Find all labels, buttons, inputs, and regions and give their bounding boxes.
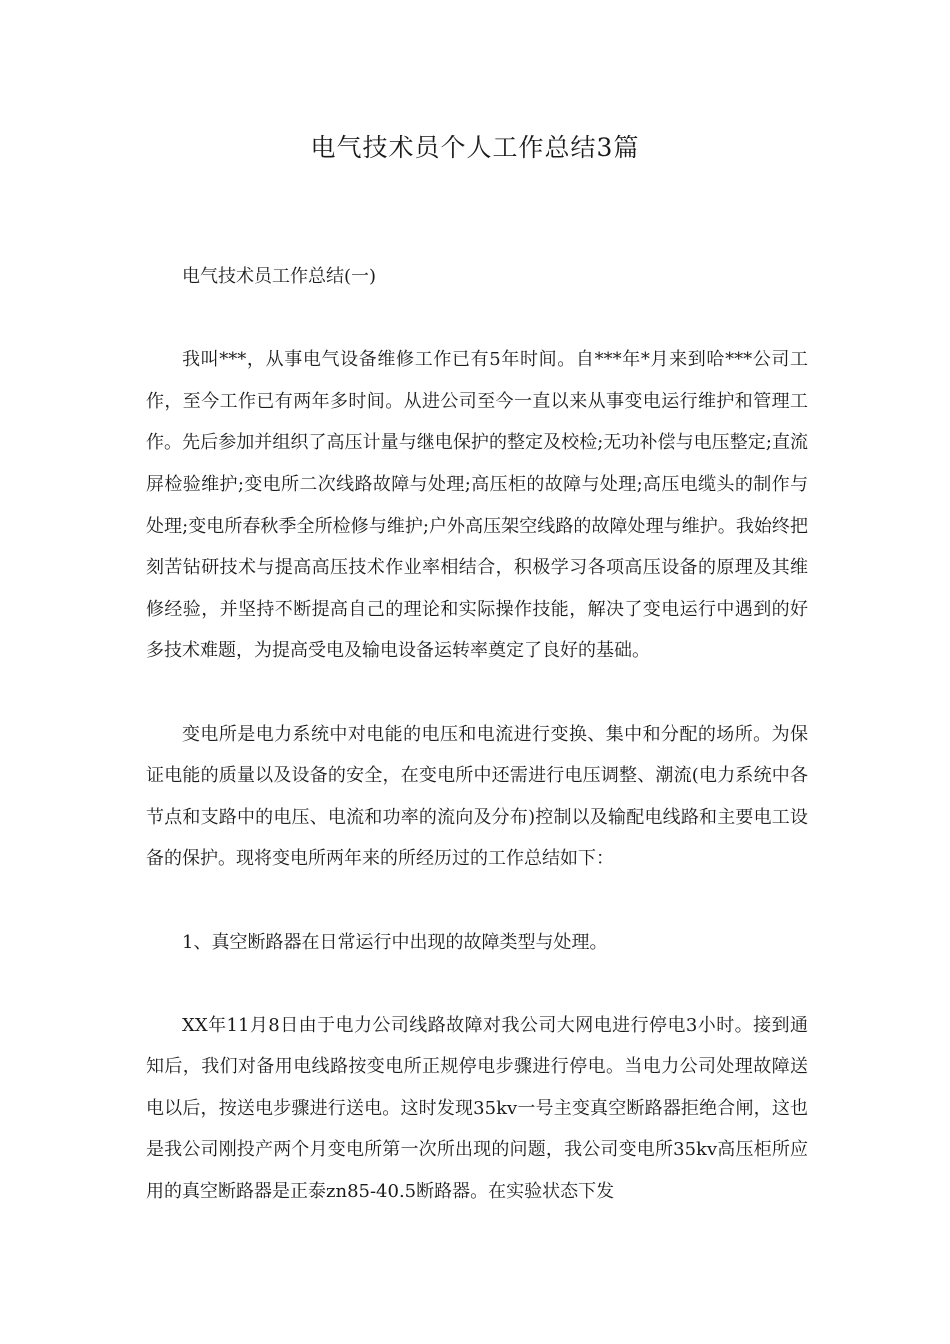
body-paragraph: XX年11月8日由于电力公司线路故障对我公司大网电进行停电3小时。接到通知后，我们对备用电线路按变电所正规停电步骤进行停电。当电力公司处理故障送电以后，按送电步骤进行送电。这时发现35kv一号主变真空断路器拒绝合闸，这也是我公司刚投产两个月变电所第一次所出现的问题，我公司变电所35kv高压柜所应用的真空断路器是正泰zn85-40.5断路器。在实验状态下发 <box>146 1014 808 1203</box>
body-paragraph: 我叫***，从事电气设备维修工作已有5年时间。自***年*月来到哈***公司工作，至今工作已有两年多时间。从进公司至今一直以来从事变电运行维护和管理工作。先后参加并组织了高压计量与继电保护的整定及校检;无功补偿与电压整定;直流屏检验维护;变电所二次线路故障与处理;高压柜的故障与处理;高压电缆头的制作与处理;变电所春秋季全所检修与维护;户外高压架空线路的故障处理与维护。我始终把刻苦钻研技术与提高高压技术作业率相结合，积极学习各项高压设备的原理及其维修经验，并坚持不断提高自己的理论和实际操作技能，解决了变电运行中遇到的好多技术难题，为提高受电及输电设备运转率奠定了良好的基础。 <box>146 349 809 662</box>
document-title: 电气技术员个人工作总结3篇 <box>310 133 640 162</box>
section-heading: 电气技术员工作总结(一) <box>182 266 377 287</box>
item-heading: 1、真空断路器在日常运行中出现的故障类型与处理。 <box>182 931 608 953</box>
body-paragraph: 变电所是电力系统中对电能的电压和电流进行变换、集中和分配的场所。为保证电能的质量以及设备的安全，在变电所中还需进行电压调整、潮流(电力系统中各节点和支路中的电压、电流和功率的流向及分布)控制以及输配电线路和主要电工设备的保护。现将变电所两年来的所经历过的工作总结如下： <box>146 723 808 870</box>
document-body <box>146 256 808 1254</box>
